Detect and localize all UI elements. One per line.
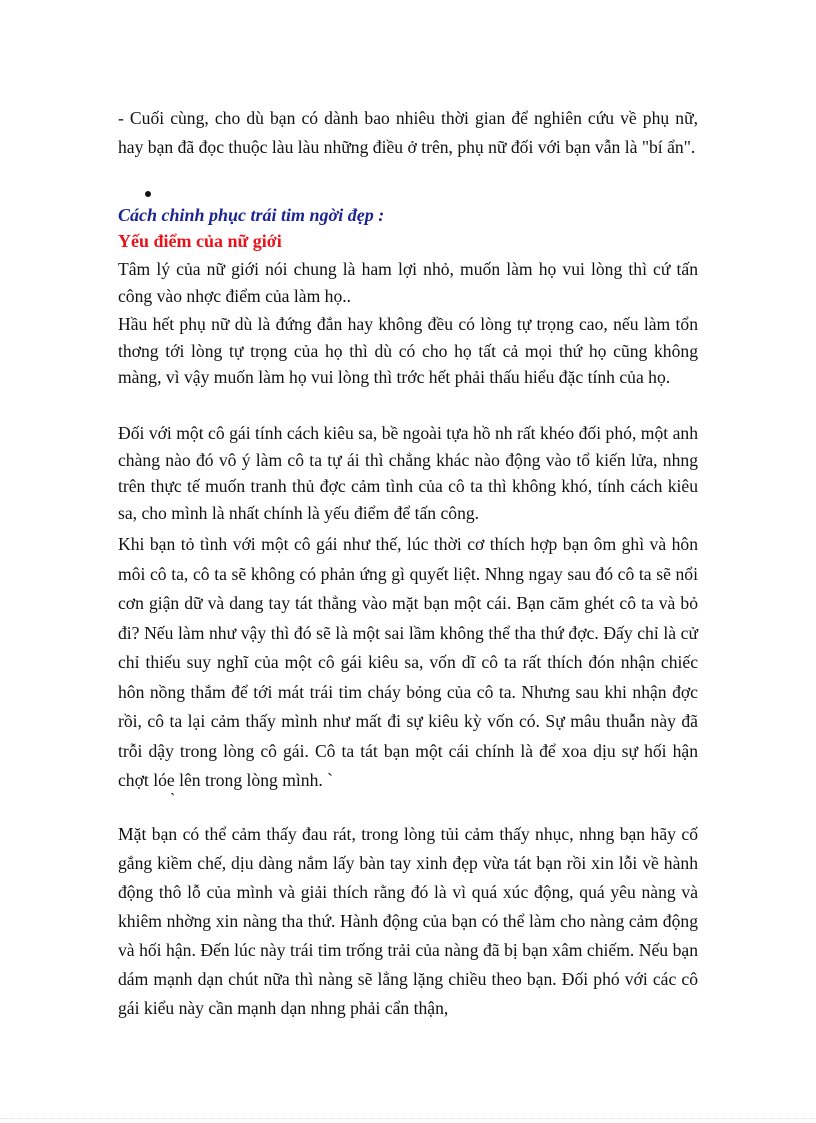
paragraph-text: Tâm lý của nữ giới nói chung là ham lợi nhỏ, muốn làm họ vui lòng thì cứ tấn công vào nhợc điểm của làm họ.. <box>118 259 698 306</box>
paragraph-2 <box>118 311 698 391</box>
stray-mark: ` <box>170 791 176 808</box>
paragraph-3 <box>118 420 698 526</box>
paragraph-4 <box>118 530 698 796</box>
bullet-icon <box>145 191 151 197</box>
paragraph-text: Khi bạn tỏ tình với một cô gái như thế, lúc thời cơ thích hợp bạn ôm ghì và hôn môi cô ta, cô ta sẽ không có phản ứng gì quyết liệt. Nhng ngay sau đó cô ta sẽ nổi cơn giận dữ và dang tay tát thẳng vào mặt bạn một cái. Bạn căm ghét cô ta và bỏ đi? Nếu làm như vậy thì đó sẽ là một sai lầm không thể tha thứ đợc. Đấy chỉ là cử chỉ thiếu suy nghĩ của một cô gái kiêu sa, vốn dĩ cô ta rất thích đón nhận chiếc hôn nồng thắm để tới mát trái tim cháy bỏng của cô ta. Nhưng sau khi nhận đợc rồi, cô ta lại cảm thấy mình như mất đi sự kiêu kỳ vốn có. Sự mâu thuẫn này đã trỗi dậy trong lòng cô gái. Cô ta tát bạn một cái chính là để xoa dịu sự hối hận chợt lóe lên trong lòng mình. ` <box>118 534 698 790</box>
section-title: Cách chinh phục trái tim ngời đẹp : <box>118 205 385 225</box>
paragraph-text: Hầu hết phụ nữ dù là đứng đắn hay không đều có lòng tự trọng cao, nếu làm tổn thơng tới lòng tự trọng của họ thì dù có cho họ tất cả mọi thứ họ cũng không màng, vì vậy muốn làm họ vui lòng thì trớc hết phải thấu hiểu đặc tính của họ. <box>118 314 698 387</box>
paragraph-5 <box>118 820 698 1023</box>
paragraph-1 <box>118 256 698 309</box>
section-subtitle: Yếu điểm của nữ giới <box>118 231 282 251</box>
intro-text: - Cuối cùng, cho dù bạn có dành bao nhiêu thời gian để nghiên cứu về phụ nữ, hay bạn đã đọc thuộc làu làu những điều ở trên, phụ nữ đối với bạn vẫn là "bí ẩn". <box>118 108 698 157</box>
paragraph-text: Đối với một cô gái tính cách kiêu sa, bề ngoài tựa hồ nh rất khéo đối phó, một anh chàng nào đó vô ý làm cô ta tự ái thì chẳng khác nào động vào tổ kiến lửa, nhng trên thực tế muốn tranh thủ đợc cảm tình của cô ta thì không khó, tính cách kiêu sa, cho mình là nhất chính là yếu điểm để tấn công. <box>118 423 698 523</box>
paragraph-text: Mặt bạn có thể cảm thấy đau rát, trong lòng tủi cảm thấy nhục, nhng bạn hãy cố gắng kiềm chế, dịu dàng nắm lấy bàn tay xinh đẹp vừa tát bạn rồi xin lỗi về hành động thô lỗ của mình và giải thích rằng đó là vì quá xúc động, quá yêu nàng và khiêm nhờng xin nàng tha thứ. Hành động của bạn có thể làm cho nàng cảm động và hối hận. Đến lúc này trái tim trống trải của nàng đã bị bạn xâm chiếm. Nếu bạn dám mạnh dạn chút nữa thì nàng sẽ lẳng lặng chiều theo bạn. Đối phó với các cô gái kiểu này cần mạnh dạn nhng phải cẩn thận, <box>118 824 698 1018</box>
page-bottom-divider <box>0 1118 816 1119</box>
intro-paragraph <box>118 104 698 162</box>
